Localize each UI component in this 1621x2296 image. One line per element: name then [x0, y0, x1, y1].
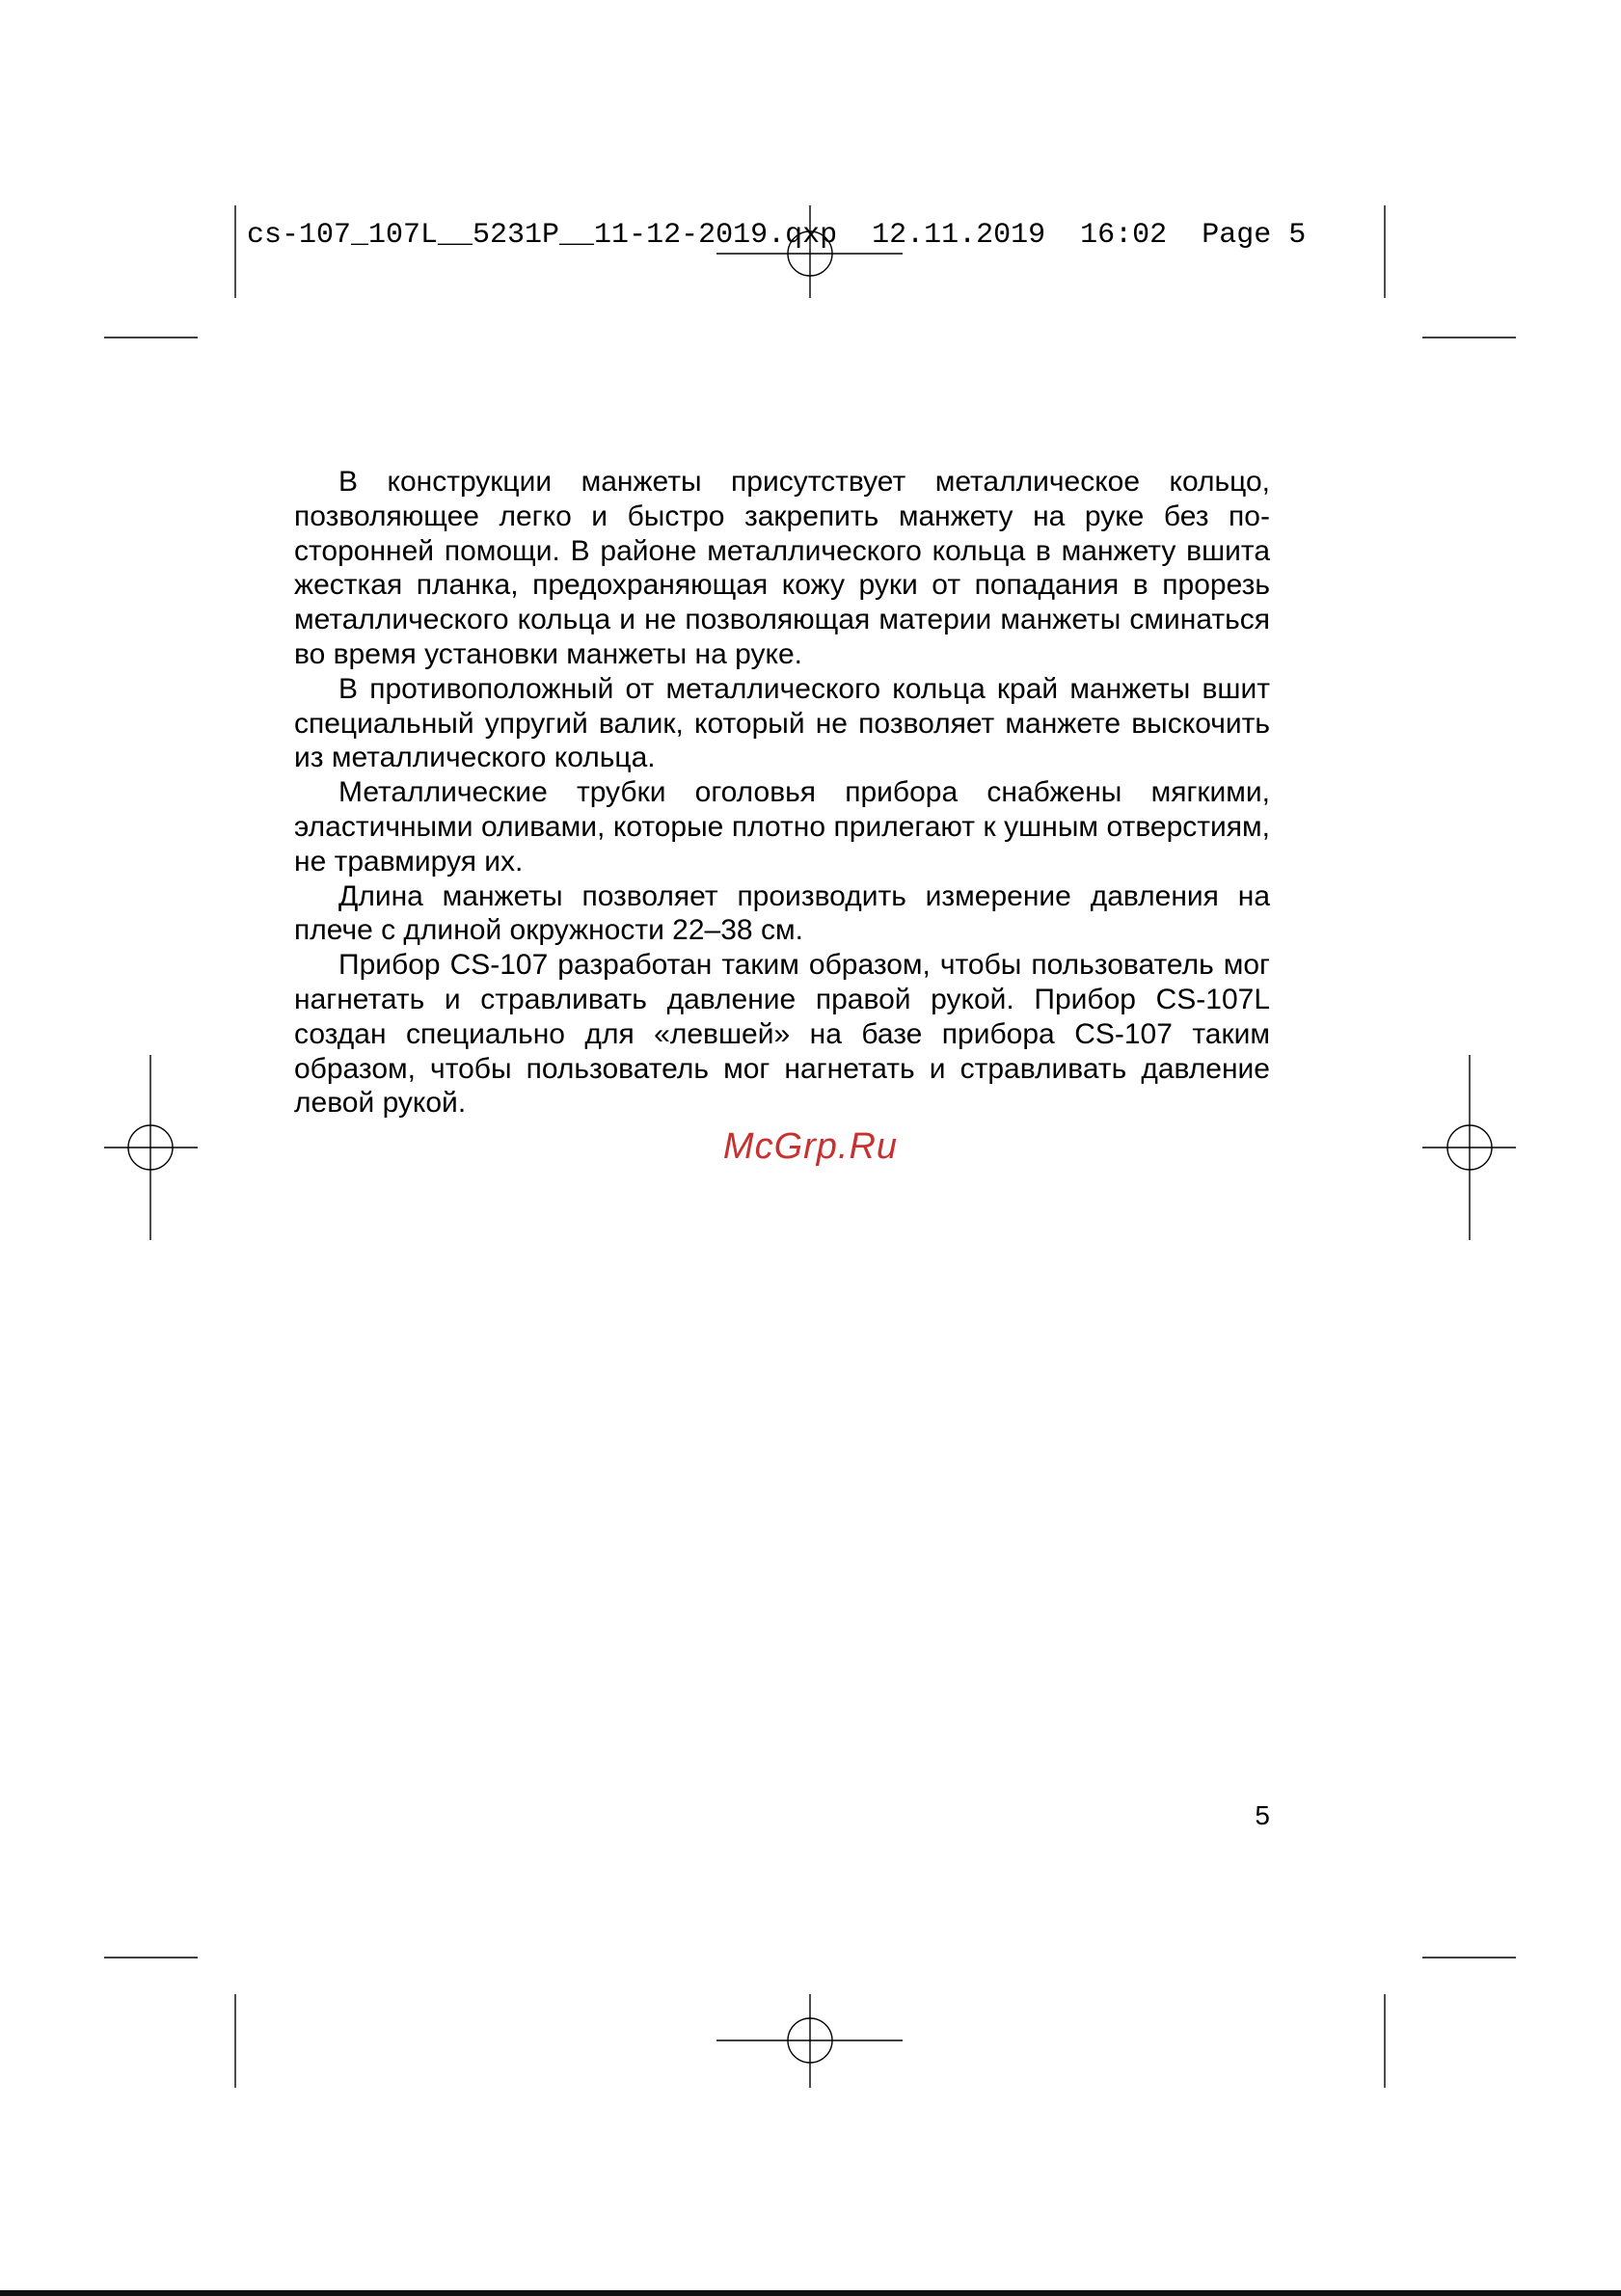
page-number: 5	[1255, 1800, 1270, 1830]
slug-filename: cs-107_107L__5231P__11-12-2019.qxp	[247, 219, 838, 252]
slug-page-label: Page 5	[1202, 219, 1307, 252]
paragraph-cuff-length: Длина манжеты позволяет производить измерение давления на плече с длиной окружности 22–38 см.	[294, 879, 1270, 947]
paragraph-cuff-roller: В противоположный от металлического кольца край манжеты вшит специальный упругий валик, который не позволяет манжете выскочить из металлического кольца.	[294, 672, 1270, 774]
slug-date: 12.11.2019	[872, 219, 1046, 252]
body-text	[294, 465, 1270, 1121]
bottom-edge-band	[0, 2290, 1621, 2296]
paragraph-cuff-ring: В конструкции манжеты присутствует металлическое кольцо, позволяющее легко и быстро закрепить манжету на руке без посторонней помощи. В районе металлического кольца в манжету вшита жесткая планка, предохраняющая кожу руки от попадания в прорезь металлического кольца и не позволяющая материи манжеты сминаться во время установки манжеты на руке.	[294, 466, 1270, 670]
print-slug	[247, 216, 1306, 255]
slug-time: 16:02	[1080, 219, 1168, 252]
registration-mark-icon	[716, 1994, 903, 2088]
paragraph-left-hand-model: Прибор CS-107 разработан таким образом, чтобы пользователь мог нагнетать и стравливать давление правой рукой. Прибор CS-107L создан специально для «левшей» на базе прибора CS-107 таким образом, чтобы пользователь мог нагнетать и стравливать давление левой рукой.	[294, 949, 1270, 1120]
paragraph-headset-tubes: Металлические трубки оголовья прибора снабжены мягкими, эластичными оливами, которые плотно прилегают к ушным отверстиям, не травмируя их.	[294, 776, 1270, 878]
watermark: McGrp.Ru	[722, 1126, 899, 1167]
